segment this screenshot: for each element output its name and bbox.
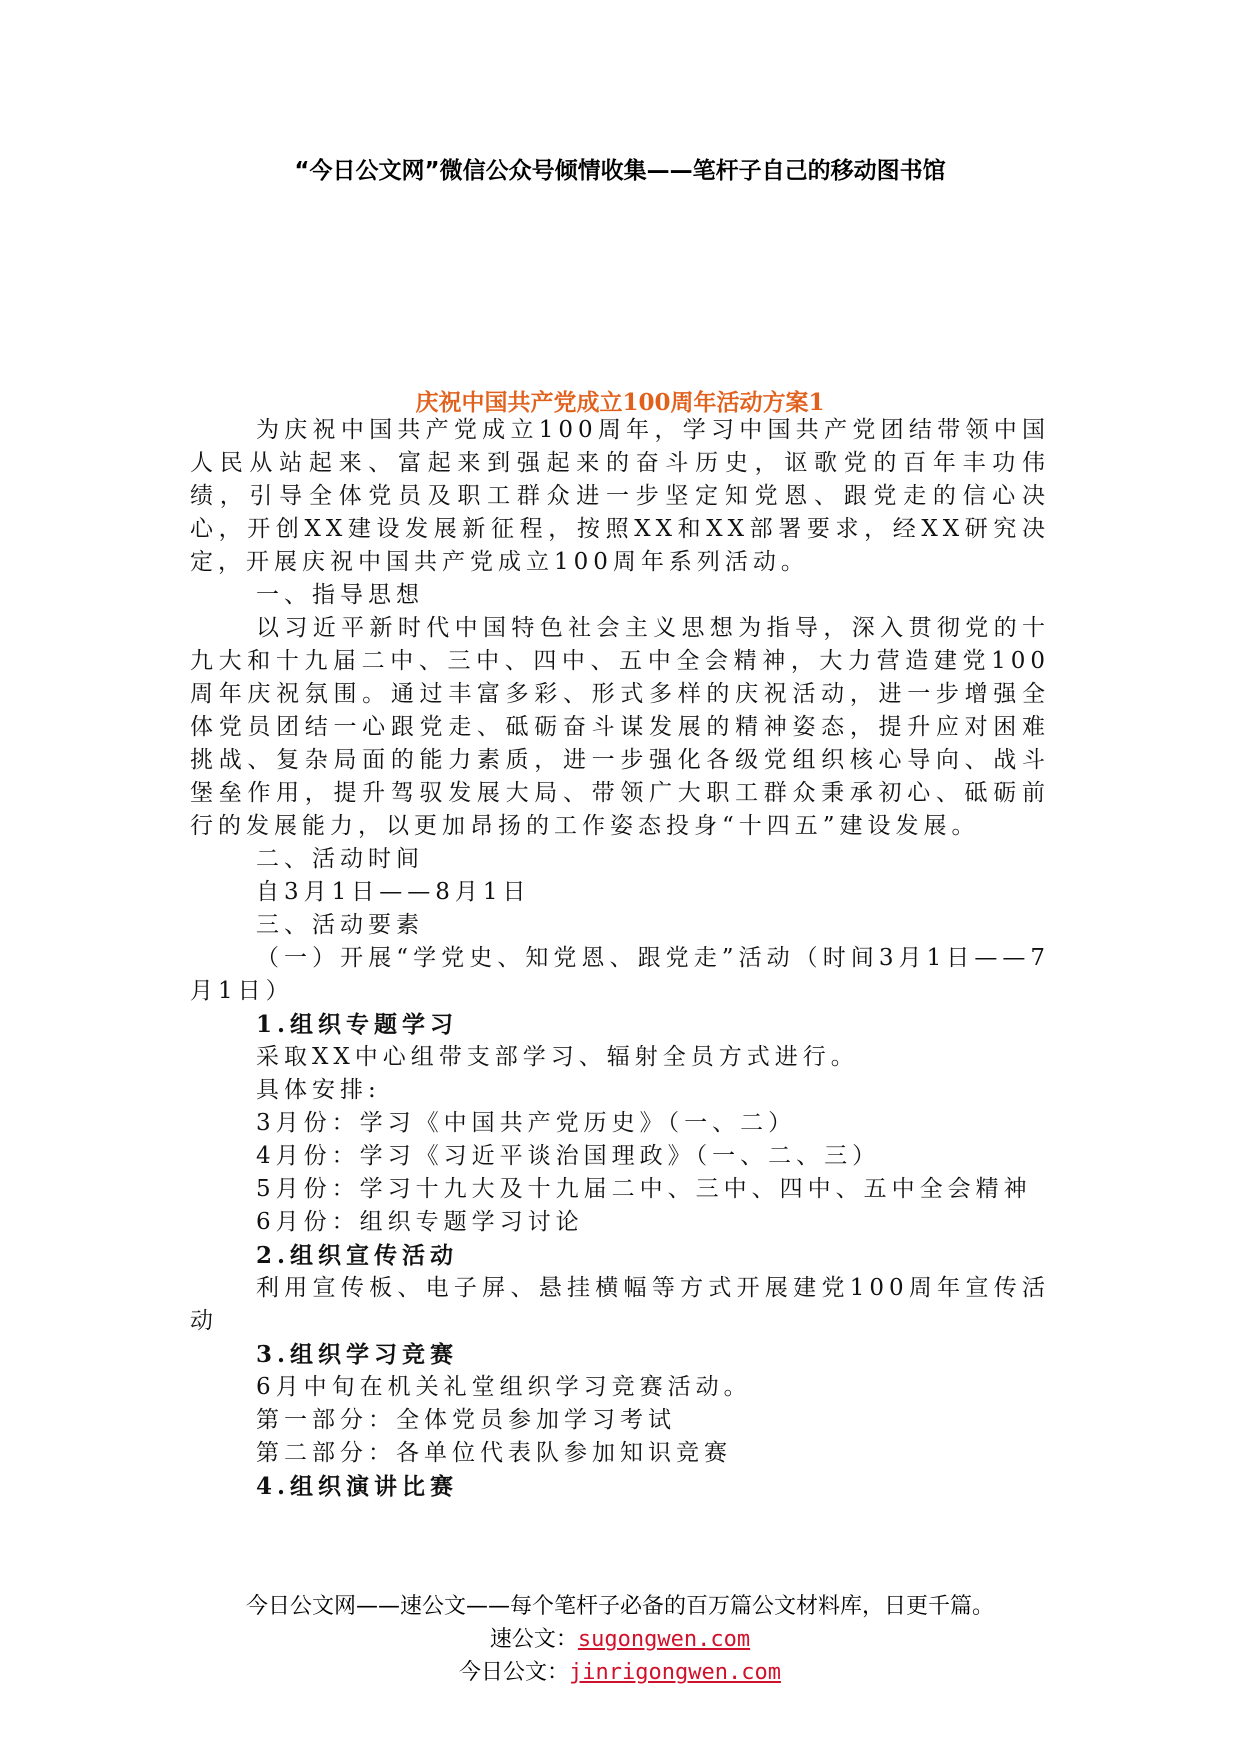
body-paragraph: 利用宣传板、电子屏、悬挂横幅等方式开展建党100周年宣传活动 [190,1275,1050,1334]
body-paragraph: 第二部分：各单位代表队参加知识竞赛 [256,1440,732,1466]
body-paragraph: 三、活动要素 [256,912,424,938]
body-paragraph: 6月中旬在机关礼堂组织学习竞赛活动。 [256,1374,752,1400]
section-subheading: 2.组织宣传活动 [256,1242,459,1269]
document-title: 庆祝中国共产党成立100周年活动方案1 [415,389,825,416]
body-paragraph: 3月份：学习《中国共产党历史》（一、二） [256,1110,797,1136]
document-body [190,414,1050,1503]
body-paragraph: 6月份：组织专题学习讨论 [256,1209,584,1235]
body-paragraph: 5月份：学习十九大及十九届二中、三中、四中、五中全会精神 [256,1176,1032,1202]
body-paragraph: 二、活动时间 [256,846,424,872]
page-header-banner: “今日公文网”微信公众号倾情收集——笔杆子自己的移动图书馆 [294,158,946,184]
footer-jinrigongwen-label: 今日公文： [459,1660,570,1685]
footer-sugongwen-line [0,1623,1240,1656]
sugongwen-link[interactable]: sugongwen.com [577,1627,751,1652]
section-subheading: 4.组织演讲比赛 [256,1473,459,1500]
body-paragraph: 一、指导思想 [256,582,424,608]
body-paragraph: 第一部分：全体党员参加学习考试 [256,1407,676,1433]
section-subheading: 1.组织专题学习 [256,1011,459,1038]
jinrigongwen-link[interactable]: jinrigongwen.com [569,1660,781,1685]
body-paragraph: 采取XX中心组带支部学习、辐射全员方式进行。 [256,1044,859,1070]
body-paragraph: 为庆祝中国共产党成立100周年，学习中国共产党团结带领中国人民从站起来、富起来到强起来的奋斗历史，讴歌党的百年丰功伟绩，引导全体党员及职工群众进一步坚定知党恩、跟党走的信心决心，开创XX建设发展新征程，按照XX和XX部署要求，经XX研究决定，开展庆祝中国共产党成立100周年系列活动。 [190,417,1050,575]
body-paragraph: 以习近平新时代中国特色社会主义思想为指导，深入贯彻党的十九大和十九届二中、三中、四中、五中全会精神，大力营造建党100周年庆祝氛围。通过丰富多彩、形式多样的庆祝活动，进一步增强全体党员团结一心跟党走、砥砺奋斗谋发展的精神姿态，提升应对困难挑战、复杂局面的能力素质，进一步强化各级党组织核心导向、战斗堡垒作用，提升驾驭发展大局、带领广大职工群众秉承初心、砥砺前行的发展能力，以更加昂扬的工作姿态投身“十四五”建设发展。 [190,615,1050,839]
body-paragraph: 自3月1日——8月1日 [256,879,531,905]
footer-slogan: 今日公文网——速公文——每个笔杆子必备的百万篇公文材料库，日更千篇。 [245,1594,994,1619]
page-footer [0,1590,1240,1689]
body-paragraph: 具体安排: [256,1077,381,1103]
body-paragraph: （一）开展“学党史、知党恩、跟党走”活动（时间3月1日——7月1日） [190,945,1050,1004]
body-paragraph: 4月份：学习《习近平谈治国理政》（一、二、三） [256,1143,881,1169]
footer-jinrigongwen-line [0,1656,1240,1689]
footer-sugongwen-label: 速公文： [489,1627,578,1652]
section-subheading: 3.组织学习竞赛 [256,1341,459,1368]
